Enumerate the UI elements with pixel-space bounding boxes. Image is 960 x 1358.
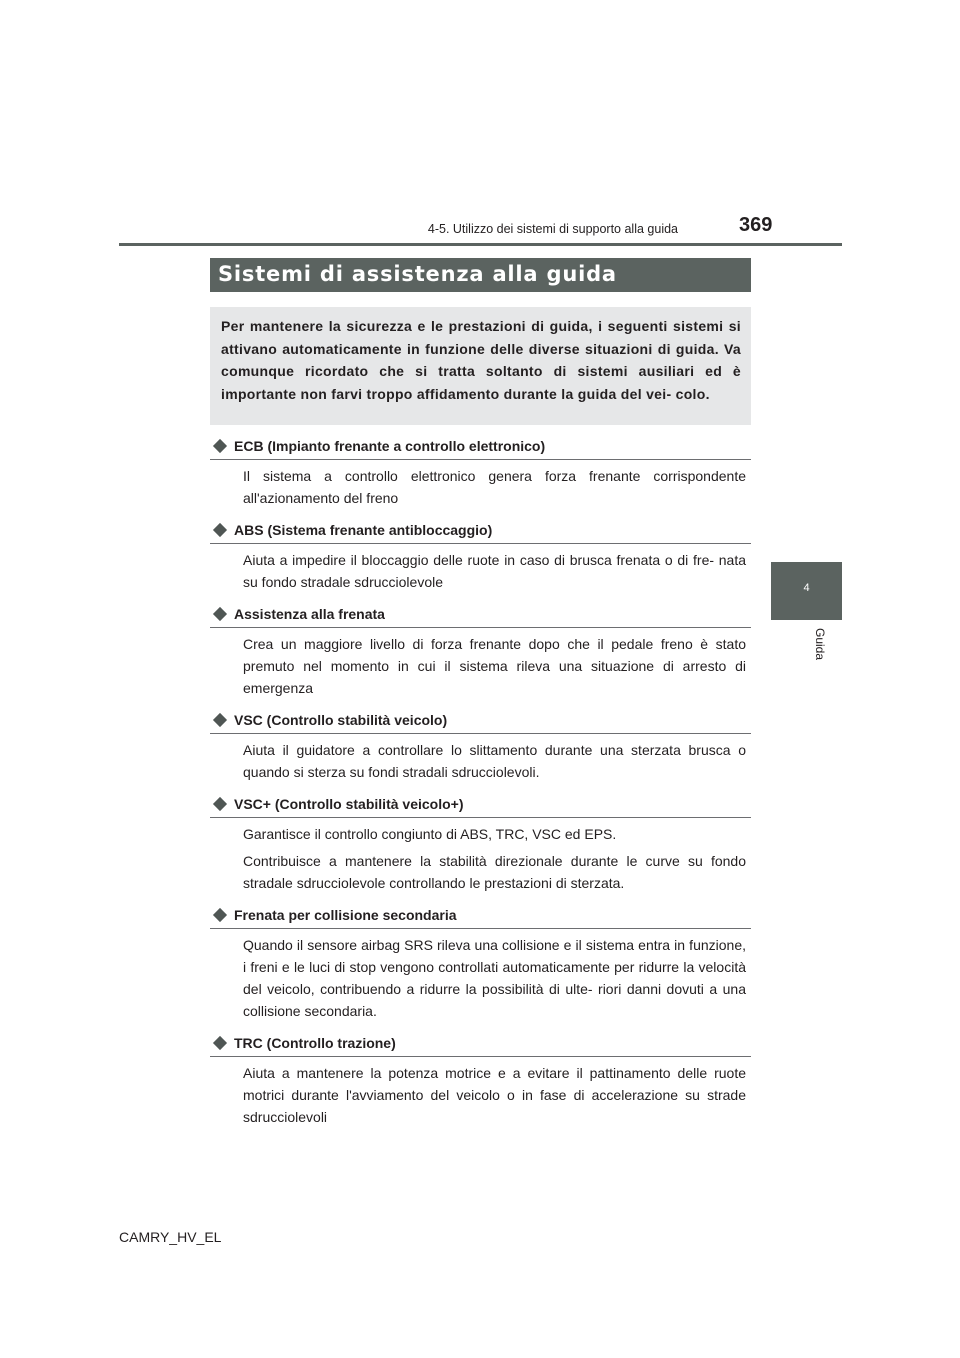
section-heading-text: Frenata per collisione secondaria [234,907,457,923]
diamond-bullet-icon [213,908,227,922]
section [210,708,751,783]
section-heading-text: ECB (Impianto frenante a controllo elettronico) [234,438,546,454]
page-title: Sistemi di assistenza alla guida [218,262,617,286]
section-body-text: Garantisce il controllo congiunto di ABS, TRC, VSC ed EPS. [243,826,617,842]
page-number: 369 [739,214,773,236]
section-heading [210,903,751,929]
diamond-bullet-icon [213,607,227,621]
diamond-bullet-icon [213,523,227,537]
section-heading [210,708,751,734]
section-heading-text: Assistenza alla frenata [234,606,385,622]
intro-box [210,307,751,425]
section [210,602,751,699]
section-heading [210,602,751,628]
diamond-bullet-icon [213,439,227,453]
section-body-text: Contribuisce a mantenere la stabilità direzionale durante le curve su fondo stradale sdrucciolevole controllando le prestazioni di sterzata. [243,853,746,891]
diamond-bullet-icon [213,1036,227,1050]
section-heading [210,518,751,544]
section-heading-text: ABS (Sistema frenante antibloccaggio) [234,522,493,538]
section-heading-text: VSC+ (Controllo stabilità veicolo+) [234,796,464,812]
header-section-title: 4-5. Utilizzo dei sistemi di supporto alla guida [427,222,678,236]
section [210,1031,751,1128]
chapter-label: Guida [813,628,827,661]
section [210,434,751,509]
section-body-text: Aiuta a mantenere la potenza motrice e a evitare il pattinamento delle ruote motrici durante l'avviamento del veicolo o in fase di accelerazione su strade sdrucciolevoli [243,1065,746,1125]
section-heading [210,792,751,818]
section [210,792,751,894]
section-body-text: Il sistema a controllo elettronico genera forza frenante corrispondente all'azionamento del freno [243,468,746,506]
section-heading [210,1031,751,1057]
section [210,518,751,593]
chapter-number: 4 [803,582,810,594]
header-divider [119,243,842,246]
section-heading-text: VSC (Controllo stabilità veicolo) [234,712,448,728]
diamond-bullet-icon [213,797,227,811]
section-body-text: Quando il sensore airbag SRS rileva una collisione e il sistema entra in funzione, i freni e le luci di stop vengono controllati automaticamente per ridurre la velocità del veicolo, contribuendo a ridurre la possibilità di ulte- riori danni dovuti a una collisione secondaria. [243,937,746,1019]
section-body-text: Crea un maggiore livello di forza frenante dopo che il pedale freno è stato premuto nel momento in cui il sistema rileva una situazione di arresto di emergenza [243,636,746,696]
section-heading [210,434,751,460]
section-body-text: Aiuta il guidatore a controllare lo slittamento durante una sterzata brusca o quando si sterza su fondi stradali sdrucciolevoli. [243,742,746,780]
chapter-tab [771,562,842,620]
footer-model-code: CAMRY_HV_EL [119,1229,222,1245]
content-area [210,434,751,1137]
section [210,903,751,1022]
title-banner [210,258,751,292]
section-heading-text: TRC (Controllo trazione) [234,1035,396,1051]
section-body-text: Aiuta a impedire il bloccaggio delle ruote in caso di brusca frenata o di fre- nata su fondo stradale sdrucciolevole [243,552,746,590]
intro-text: Per mantenere la sicurezza e le prestazioni di guida, i seguenti sistemi si attivano automaticamente in funzione delle diverse situazioni di guida. Va comunque ricordato che si tratta soltanto di sistemi ausiliari ed è importante non farvi troppo affidamento durante la guida del vei- colo. [221,318,741,402]
diamond-bullet-icon [213,713,227,727]
